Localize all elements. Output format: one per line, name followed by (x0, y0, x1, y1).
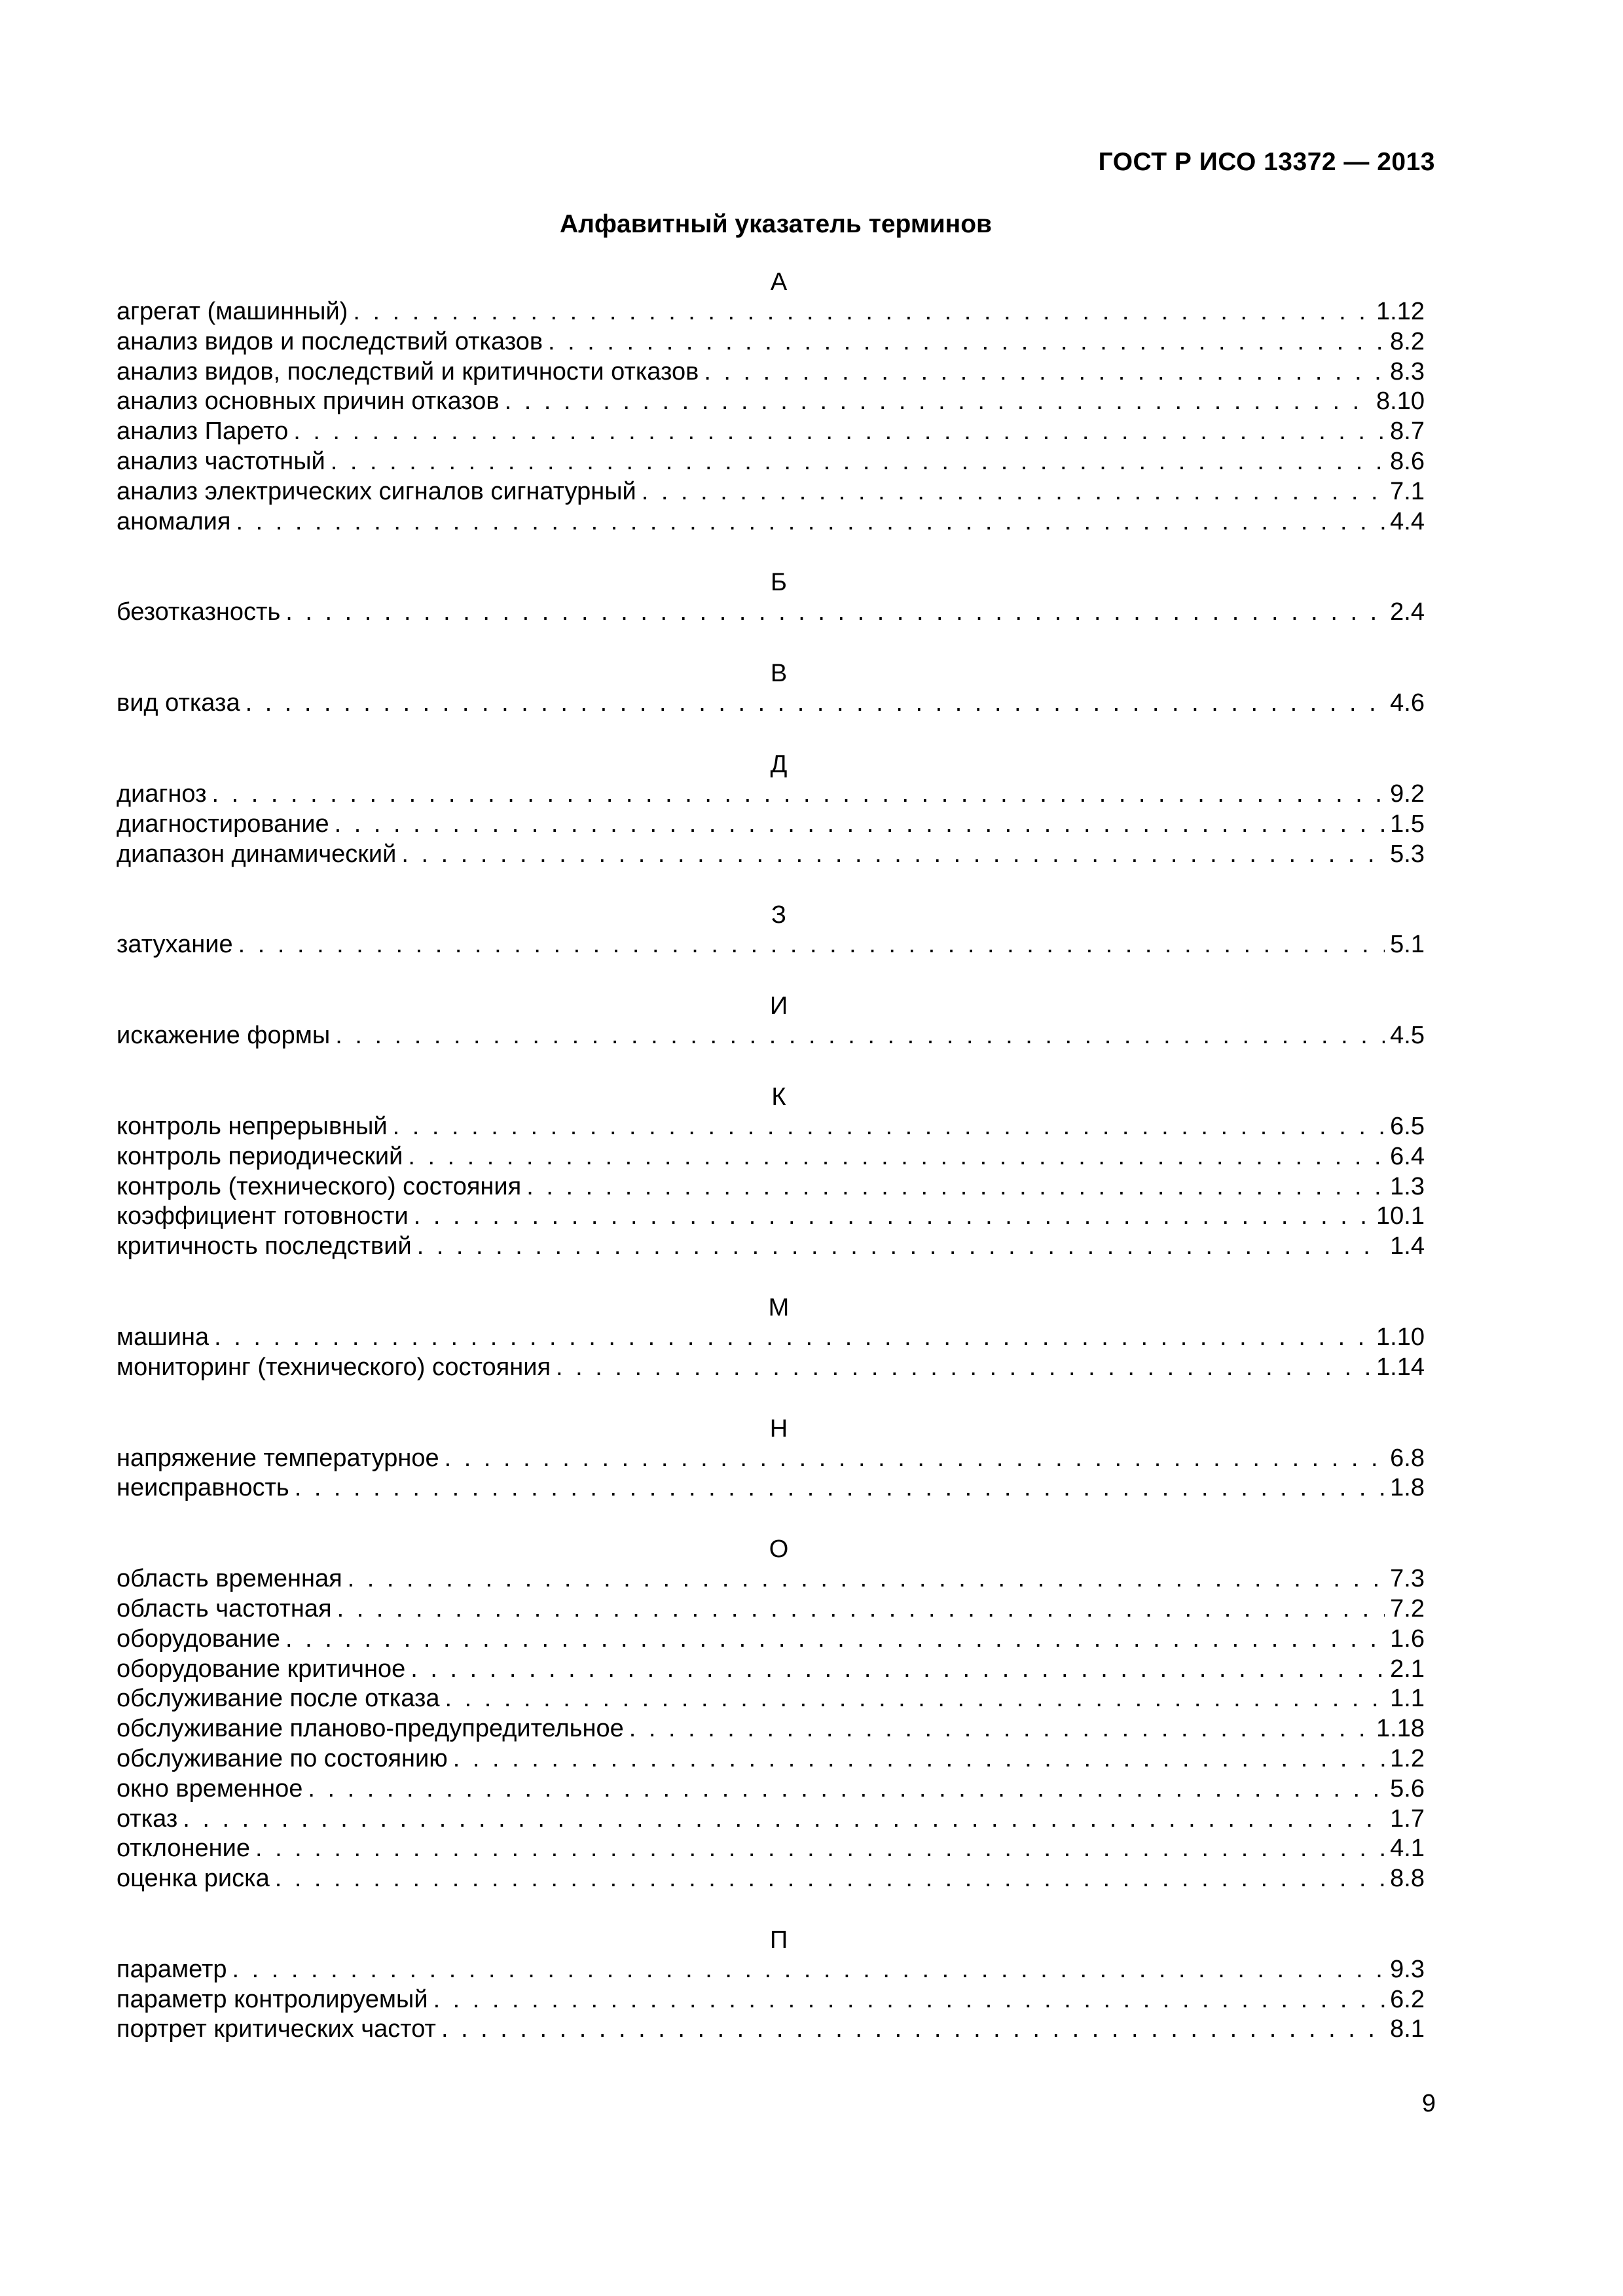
entry-term: область частотная (117, 1594, 332, 1623)
index-entry (117, 1232, 1425, 1262)
entry-reference: 8.2 (1390, 327, 1425, 355)
index-section (117, 900, 1425, 960)
entry-term: безотказность (117, 598, 281, 626)
entry-reference: 4.6 (1390, 689, 1425, 717)
section-letter: Н (769, 1414, 788, 1443)
entry-reference: 1.8 (1390, 1474, 1425, 1502)
dot-leader (412, 1232, 1385, 1262)
dot-leader (270, 1864, 1385, 1894)
index-entry (117, 1323, 1425, 1353)
entry-term: затухание (117, 931, 233, 959)
entry-reference: 8.6 (1390, 447, 1425, 475)
entry-term: обслуживание планово-предупредительное (117, 1715, 624, 1743)
entry-reference: 8.8 (1390, 1865, 1425, 1893)
dot-leader (403, 1142, 1385, 1172)
entry-reference: 2.1 (1390, 1655, 1425, 1683)
dot-leader (209, 1323, 1371, 1353)
dot-leader (428, 1985, 1385, 2015)
entry-term: обслуживание после отказа (117, 1685, 440, 1713)
entry-term: анализ основных причин отказов (117, 387, 500, 416)
entry-reference: 4.4 (1390, 507, 1425, 535)
index-entry (117, 1444, 1425, 1474)
index-section (117, 1925, 1425, 2045)
entry-term: параметр (117, 1955, 227, 1983)
entry-reference: 7.1 (1390, 477, 1425, 505)
index-entry (117, 1142, 1425, 1172)
dot-leader (699, 357, 1385, 387)
dot-leader (280, 1624, 1385, 1655)
index-entry (117, 1955, 1425, 1985)
entry-reference: 5.6 (1390, 1774, 1425, 1803)
dot-leader (330, 1021, 1385, 1051)
section-letter: И (769, 992, 788, 1020)
dot-leader (342, 1564, 1385, 1594)
index-entry (117, 780, 1425, 810)
entry-term: напряжение температурное (117, 1444, 439, 1472)
index-entry (117, 507, 1425, 537)
index-entry (117, 1624, 1425, 1655)
dot-leader (177, 1804, 1385, 1835)
dot-leader (551, 1353, 1371, 1383)
entry-term: контроль периодический (117, 1142, 403, 1170)
entry-term: оценка риска (117, 1865, 270, 1893)
dot-leader (396, 840, 1385, 870)
entry-reference: 8.10 (1376, 387, 1425, 416)
index-entry (117, 1714, 1425, 1744)
section-letter: Б (771, 569, 787, 597)
entry-reference: 1.1 (1390, 1685, 1425, 1713)
entry-reference: 1.14 (1376, 1353, 1425, 1381)
entry-term: диагностирование (117, 810, 329, 838)
section-letter: Д (770, 750, 788, 778)
index-entry (117, 598, 1425, 628)
index-entry (117, 1202, 1425, 1232)
entry-reference: 1.6 (1390, 1624, 1425, 1653)
dot-leader (325, 447, 1385, 477)
index-entry (117, 1655, 1425, 1685)
entry-term: аномалия (117, 507, 231, 535)
entry-term: анализ электрических сигналов сигнатурный (117, 477, 636, 505)
entry-term: портрет критических частот (117, 2015, 436, 2043)
entry-reference: 6.5 (1390, 1112, 1425, 1140)
dot-leader (521, 1172, 1385, 1202)
entry-reference: 4.1 (1390, 1835, 1425, 1863)
entry-reference: 10.1 (1376, 1202, 1425, 1230)
entry-reference: 1.2 (1390, 1744, 1425, 1772)
dot-leader (227, 1955, 1385, 1985)
index-entry (117, 447, 1425, 477)
entry-term: оборудование (117, 1624, 281, 1653)
document-header: ГОСТ Р ИСО 13372 — 2013 (1098, 148, 1435, 176)
entry-term: анализ Парето (117, 418, 289, 446)
index-section (117, 567, 1425, 628)
entry-reference: 1.5 (1390, 810, 1425, 838)
entry-term: коэффициент готовности (117, 1202, 409, 1230)
dot-leader (440, 1684, 1385, 1714)
index-entry (117, 1774, 1425, 1804)
entry-term: мониторинг (технического) состояния (117, 1353, 551, 1381)
dot-leader (409, 1202, 1371, 1232)
dot-leader (348, 297, 1371, 327)
entry-term: обслуживание по состоянию (117, 1744, 448, 1772)
dot-leader (439, 1444, 1385, 1474)
dot-leader (448, 1744, 1385, 1774)
index-entry (117, 2015, 1425, 2045)
dot-leader (405, 1655, 1385, 1685)
entry-term: машина (117, 1323, 210, 1351)
entry-reference: 9.3 (1390, 1955, 1425, 1983)
index-entry (117, 357, 1425, 387)
index-entry (117, 1021, 1425, 1051)
dot-leader (624, 1714, 1371, 1744)
index-section (117, 1414, 1425, 1504)
dot-leader (288, 417, 1385, 447)
index-entry (117, 1172, 1425, 1202)
dot-leader (500, 387, 1371, 417)
entry-reference: 5.1 (1390, 931, 1425, 959)
index-entry (117, 387, 1425, 417)
entry-reference: 7.3 (1390, 1565, 1425, 1593)
page-number: 9 (1421, 2090, 1436, 2117)
index-entry (117, 1985, 1425, 2015)
section-letter: А (770, 268, 788, 296)
entry-term: анализ видов, последствий и критичности отказов (117, 357, 699, 386)
entry-term: контроль (технического) состояния (117, 1172, 522, 1200)
entry-reference: 1.12 (1376, 298, 1425, 325)
entry-term: отказ (117, 1804, 178, 1833)
entry-term: неисправность (117, 1474, 289, 1502)
index-entry (117, 1473, 1425, 1503)
dot-leader (231, 507, 1385, 537)
index-entry (117, 1684, 1425, 1714)
section-letter: В (770, 660, 788, 688)
index-entry (117, 477, 1425, 507)
dot-leader (332, 1594, 1385, 1624)
entry-term: агрегат (машинный) (117, 298, 348, 325)
index-section (117, 991, 1425, 1051)
index-section (117, 658, 1425, 719)
entry-reference: 8.7 (1390, 418, 1425, 446)
entry-reference: 6.2 (1390, 1985, 1425, 2013)
entry-term: диапазон динамический (117, 840, 397, 868)
dot-leader (436, 2015, 1385, 2045)
entry-reference: 8.1 (1390, 2015, 1425, 2043)
entry-reference: 2.4 (1390, 598, 1425, 626)
index-title: Алфавитный указатель терминов (559, 210, 993, 238)
entry-term: отклонение (117, 1835, 250, 1863)
entry-term: параметр контролируемый (117, 1985, 428, 2013)
entry-reference: 6.8 (1390, 1444, 1425, 1472)
entry-term: анализ частотный (117, 447, 325, 475)
dot-leader (329, 810, 1385, 840)
index-section (117, 1293, 1425, 1383)
section-letter: П (769, 1926, 788, 1954)
entry-term: анализ видов и последствий отказов (117, 327, 543, 355)
index-entry (117, 1564, 1425, 1594)
entry-reference: 6.4 (1390, 1142, 1425, 1170)
entry-reference: 1.4 (1390, 1232, 1425, 1261)
dot-leader (280, 598, 1385, 628)
index-section (117, 267, 1425, 537)
index-entry (117, 1112, 1425, 1142)
entry-term: критичность последствий (117, 1232, 412, 1261)
entry-term: диагноз (117, 780, 207, 808)
index-entry (117, 930, 1425, 960)
index-entry (117, 1864, 1425, 1894)
entry-term: оборудование критичное (117, 1655, 406, 1683)
index-entry (117, 689, 1425, 719)
entry-reference: 8.3 (1390, 357, 1425, 386)
dot-leader (207, 780, 1385, 810)
dot-leader (636, 477, 1385, 507)
dot-leader (240, 689, 1385, 719)
section-letter: М (768, 1293, 790, 1321)
entry-term: контроль непрерывный (117, 1112, 388, 1140)
entry-reference: 1.18 (1376, 1715, 1425, 1743)
entry-term: окно временное (117, 1774, 303, 1803)
dot-leader (250, 1834, 1385, 1864)
entry-term: область временная (117, 1565, 342, 1593)
entry-reference: 7.2 (1390, 1594, 1425, 1623)
entry-reference: 1.10 (1376, 1323, 1425, 1351)
dot-leader (543, 327, 1385, 357)
entry-term: вид отказа (117, 689, 240, 717)
alphabetical-index (117, 267, 1425, 2075)
entry-reference: 9.2 (1390, 780, 1425, 808)
dot-leader (388, 1112, 1385, 1142)
dot-leader (233, 930, 1385, 960)
index-section (117, 749, 1425, 869)
entry-reference: 1.7 (1390, 1804, 1425, 1833)
section-letter: О (769, 1535, 789, 1564)
entry-reference: 1.3 (1390, 1172, 1425, 1200)
index-section (117, 1534, 1425, 1894)
entry-reference: 5.3 (1390, 840, 1425, 868)
entry-term: искажение формы (117, 1022, 331, 1050)
entry-reference: 4.5 (1390, 1022, 1425, 1050)
section-letter: К (771, 1083, 786, 1111)
index-entry (117, 1834, 1425, 1864)
index-entry (117, 810, 1425, 840)
index-entry (117, 1804, 1425, 1835)
section-letter: З (771, 901, 786, 929)
index-section (117, 1082, 1425, 1262)
index-entry (117, 1594, 1425, 1624)
dot-leader (302, 1774, 1385, 1804)
index-entry (117, 297, 1425, 327)
index-entry (117, 417, 1425, 447)
index-entry (117, 327, 1425, 357)
index-entry (117, 1744, 1425, 1774)
index-entry (117, 1353, 1425, 1383)
dot-leader (289, 1473, 1385, 1503)
index-entry (117, 840, 1425, 870)
